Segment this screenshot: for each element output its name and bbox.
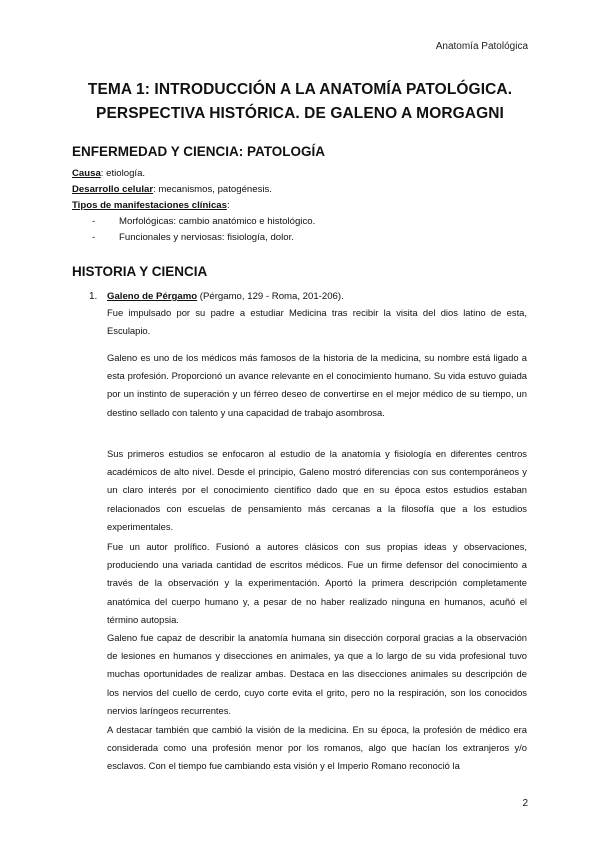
- tipos-label: Tipos de manifestaciones clínicas: [72, 200, 227, 211]
- running-header: Anatomía Patológica: [435, 41, 528, 52]
- bullet-dash: -: [92, 216, 96, 227]
- tipos-text: :: [226, 200, 230, 211]
- list-number: 1.: [89, 291, 98, 302]
- section-heading-patologia: ENFERMEDAD Y CIENCIA: PATOLOGÍA: [72, 144, 326, 159]
- causa-text: : etiología.: [100, 168, 146, 179]
- bullet-dash: -: [92, 232, 96, 243]
- paragraph-1: Fue impulsado por su padre a estudiar Medicina tras recibir la visita del dios latino de esta, Esculapio.: [107, 307, 527, 337]
- paragraph-2: Galeno es uno de los médicos más famosos de la historia de la medicina, su nombre está ligado a esta profesión. Proporcionó un avance relevante en el conocimiento humano. Su vida estuvo guiada por un instinto de superación y un férreo deseo de convertirse en el mejor médico de su tiempo, un destino sellado con talento y una capacidad de trabajo asombrosa.: [107, 352, 527, 418]
- bullet-text: Morfológicas: cambio anatómico e histológico.: [119, 216, 316, 227]
- section-heading-historia: HISTORIA Y CIENCIA: [72, 264, 208, 279]
- bullet-funcionales: [92, 230, 294, 246]
- title-line-1: TEMA 1: INTRODUCCIÓN A LA ANATOMÍA PATOLÓGICA.: [87, 81, 513, 98]
- galeno-name: Galeno de Pérgamo: [107, 291, 198, 302]
- document-title: [60, 78, 540, 126]
- causa-line: [72, 166, 145, 182]
- bullet-text: Funcionales y nerviosas: fisiología, dolor.: [119, 232, 294, 243]
- desarrollo-label: Desarrollo celular: [72, 184, 154, 195]
- paragraph-4: Fue un autor prolífico. Fusionó a autores clásicos con sus propias ideas y observaciones, produciendo una variada cantidad de escritos médicos. Fue un firme defensor del conocimiento a través de la observación y la experimentación. Aportó la primera descripción completamente anatómica del cuerpo humano y, a pesar de no haber realizado ninguna en humanos, acuñó el término autopsia.: [107, 541, 527, 625]
- bullet-morfologicas: [92, 214, 315, 230]
- galeno-heading: [107, 291, 344, 302]
- desarrollo-text: : mecanismos, patogénesis.: [153, 184, 272, 195]
- galeno-dates: (Pérgamo, 129 - Roma, 201-206).: [197, 291, 344, 302]
- causa-label: Causa: [72, 168, 101, 179]
- tipos-line: [72, 198, 230, 214]
- page-number: 2: [522, 798, 528, 809]
- paragraph-5: Galeno fue capaz de describir la anatomía humana sin disección corporal gracias a la observación de lesiones en humanos y disecciones en animales, ya que a lo largo de su vida profesional tuvo muchas oportunidades de realizar ambas. Destaca en las disecciones animales su descripción de los nervios del cuello de cerdo, cuyo corte evita el grito, pero no la respiración, son los conocidos nervios laríngeos recurrentes.: [107, 632, 527, 716]
- paragraph-3: Sus primeros estudios se enfocaron al estudio de la anatomía y fisiología en diferentes centros académicos de alto nivel. Desde el principio, Galeno mostró diferencias con sus contemporáneos y un claro interés por el conocimiento científico dado que en su época estos estudios estaban relacionados con escuelas de pensamiento más cercanas a la filosofía que a los estudios experimentales.: [107, 448, 527, 532]
- title-line-2: PERSPECTIVA HISTÓRICA. DE GALENO A MORGAGNI: [96, 105, 504, 122]
- paragraph-6: A destacar también que cambió la visión de la medicina. En su época, la profesión de médico era considerada como una profesión menor por los romanos, algo que hacían los extranjeros y/o esclavos. Con el tiempo fue cambiando esta visión y el Imperio Romano reconoció la: [107, 724, 527, 772]
- desarrollo-line: [72, 182, 272, 198]
